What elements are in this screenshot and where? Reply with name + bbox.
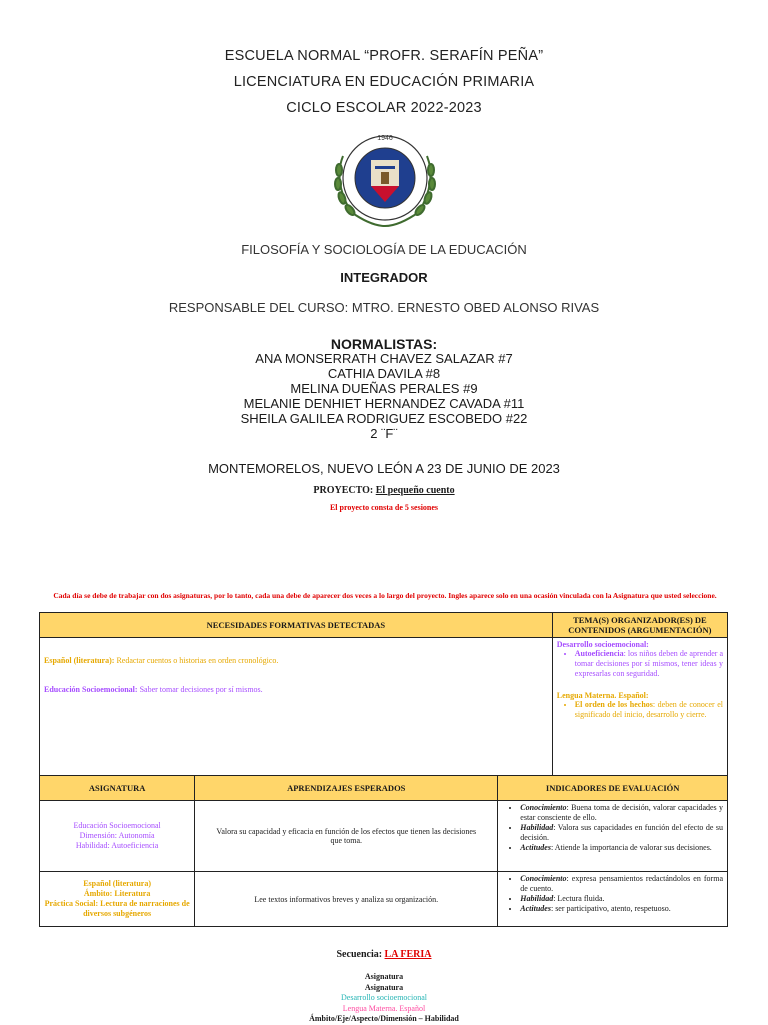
topic-text: : los niños deben de aprender a tomar decisiones por sí mismos, tener ideas y expresarlas con seguridad. (574, 649, 723, 678)
indicator-item (520, 823, 723, 843)
student-name: SHEILA GALILEA RODRIGUEZ ESCOBEDO #22 (240, 411, 528, 426)
sequence-detail: Asignatura (364, 982, 404, 992)
topic-list (557, 649, 723, 679)
document-type: INTEGRADOR (340, 270, 428, 285)
indicator-item (520, 803, 723, 823)
learning-cell: Lee textos informativos breves y analiza su organización. (195, 872, 498, 927)
topic-text: : deben de conocer el significado del inicio, desarrollo y cierre. (574, 700, 723, 719)
learning-cell: Valora su capacidad y eficacia en función de los efectos que tienen las decisiones que toma. (195, 801, 498, 872)
topics-cell (552, 638, 727, 789)
sequence-line (0, 949, 768, 960)
course-name: FILOSOFÍA Y SOCIOLOGÍA DE LA EDUCACIÓN (241, 242, 527, 257)
subject-line: Habilidad: Autoeficiencia (75, 841, 159, 850)
sequence-detail: Ámbito/Eje/Aspecto/Dimensión – Habilidad (309, 1014, 459, 1023)
need-item (44, 656, 548, 665)
indicator-key: Conocimiento (520, 803, 567, 812)
indicator-text: : Buena toma de decisión, valorar capacidades y estar consciente de ello. (520, 803, 723, 822)
topic-title: Lengua Materna. Español: (556, 691, 649, 700)
learning-table (39, 775, 728, 927)
student-name: MELINA DUEÑAS PERALES #9 (290, 381, 478, 396)
indicator-key: Habilidad (520, 894, 554, 903)
topic-title: Desarrollo socioemocional: (556, 640, 649, 649)
students-list (0, 351, 768, 441)
subject-line: Práctica Social: Lectura de narraciones de diversos subgéneros (44, 899, 190, 918)
school-logo (331, 126, 439, 230)
student-name: CATHIA DAVILA #8 (327, 366, 441, 381)
indicator-text: : Atiende la importancia de valorar sus decisiones. (550, 843, 712, 852)
topic-list (557, 700, 723, 720)
indicator-text: : Lectura fluida. (553, 894, 605, 903)
indicators-header: INDICADORES DE EVALUACIÓN (498, 776, 728, 801)
sequence-detail: Desarrollo socioemocional (341, 993, 427, 1002)
logo-year: 1946 (377, 135, 393, 142)
project-line (0, 485, 768, 496)
subject-cell (40, 801, 195, 872)
subject-line: Español (literatura) (83, 879, 151, 888)
student-name: MELANIE DENHIET HERNANDEZ CAVADA #11 (243, 396, 525, 411)
sequence-detail: Lengua Materna. Español (342, 1003, 426, 1013)
student-name: ANA MONSERRATH CHAVEZ SALAZAR #7 (255, 351, 513, 366)
subject-header: ASIGNATURA (40, 776, 195, 801)
indicator-item (520, 874, 723, 894)
project-label: PROYECTO: (313, 485, 374, 496)
topic-key: Autoeficiencia (574, 649, 624, 658)
need-item (44, 685, 548, 694)
place-date: MONTEMORELOS, NUEVO LEÓN A 23 DE JUNIO DE 2023 (208, 461, 560, 476)
student-group: 2 ¨F¨ (370, 426, 398, 441)
indicator-key: Conocimiento (520, 874, 567, 883)
need-text: Saber tomar decisiones por sí mismos. (139, 685, 263, 694)
indicator-key: Habilidad (520, 823, 554, 832)
sequence-details (0, 972, 768, 1025)
need-subject: Educación Socioemocional: (44, 685, 138, 694)
instruction-text: Cada día se debe de trabajar con dos asignaturas, por lo tanto, cada una debe de aparecer dos veces a lo largo del proyecto. Ingles aparece solo en una ocasión vinculada con la Asignatura que usted seleccione. (53, 591, 717, 600)
subject-cell (40, 872, 195, 927)
indicator-text: : Valora sus capacidades en función del efecto de su decisión. (520, 823, 723, 842)
sequence-detail: Asignatura (364, 972, 404, 981)
indicators-cell (498, 872, 728, 927)
learning-header: APRENDIZAJES ESPERADOS (195, 776, 498, 801)
subject-line: Ámbito: Literatura (83, 889, 151, 898)
sequence-name: LA FERIA (384, 949, 432, 960)
students-title: NORMALISTAS: (330, 336, 438, 352)
indicator-item (520, 894, 723, 904)
indicator-key: Actitudes (520, 904, 551, 913)
needs-header: NECESIDADES FORMATIVAS DETECTADAS (40, 613, 553, 638)
indicator-list (502, 874, 723, 914)
indicator-key: Actitudes (520, 843, 551, 852)
indicator-text: : expresa pensamientos redactándolos en forma de cuento. (520, 874, 723, 893)
topic-key: El orden de los hechos (574, 700, 653, 709)
indicator-item (520, 904, 723, 914)
course-responsible: RESPONSABLE DEL CURSO: MTRO. ERNESTO OBED ALONSO RIVAS (168, 300, 600, 315)
needs-table (39, 612, 728, 789)
topic-item (575, 649, 723, 679)
indicator-list (502, 803, 723, 853)
indicator-text: : ser participativo, atento, respetuoso. (550, 904, 671, 913)
sequence-label: Secuencia: (336, 949, 383, 960)
project-sessions: El proyecto consta de 5 sesiones (329, 503, 439, 512)
subject-line: Dimensión: Autonomía (79, 831, 155, 840)
need-subject: Español (literatura): (44, 656, 115, 665)
school-cycle: CICLO ESCOLAR 2022-2023 (286, 100, 482, 116)
topics-header: TEMA(S) ORGANIZADOR(ES) DE CONTENIDOS (ARGUMENTACIÓN) (552, 613, 727, 638)
project-name: El pequeño cuento (375, 485, 455, 496)
degree-name: LICENCIATURA EN EDUCACIÓN PRIMARIA (233, 74, 535, 90)
need-text: Redactar cuentos o historias en orden cronológico. (116, 656, 279, 665)
topic-item (575, 700, 723, 720)
indicator-item (520, 843, 723, 853)
indicators-cell (498, 801, 728, 872)
school-name: ESCUELA NORMAL “PROFR. SERAFÍN PEÑA” (224, 48, 544, 64)
needs-cell (40, 638, 553, 789)
subject-line: Educación Socioemocional (73, 821, 161, 830)
